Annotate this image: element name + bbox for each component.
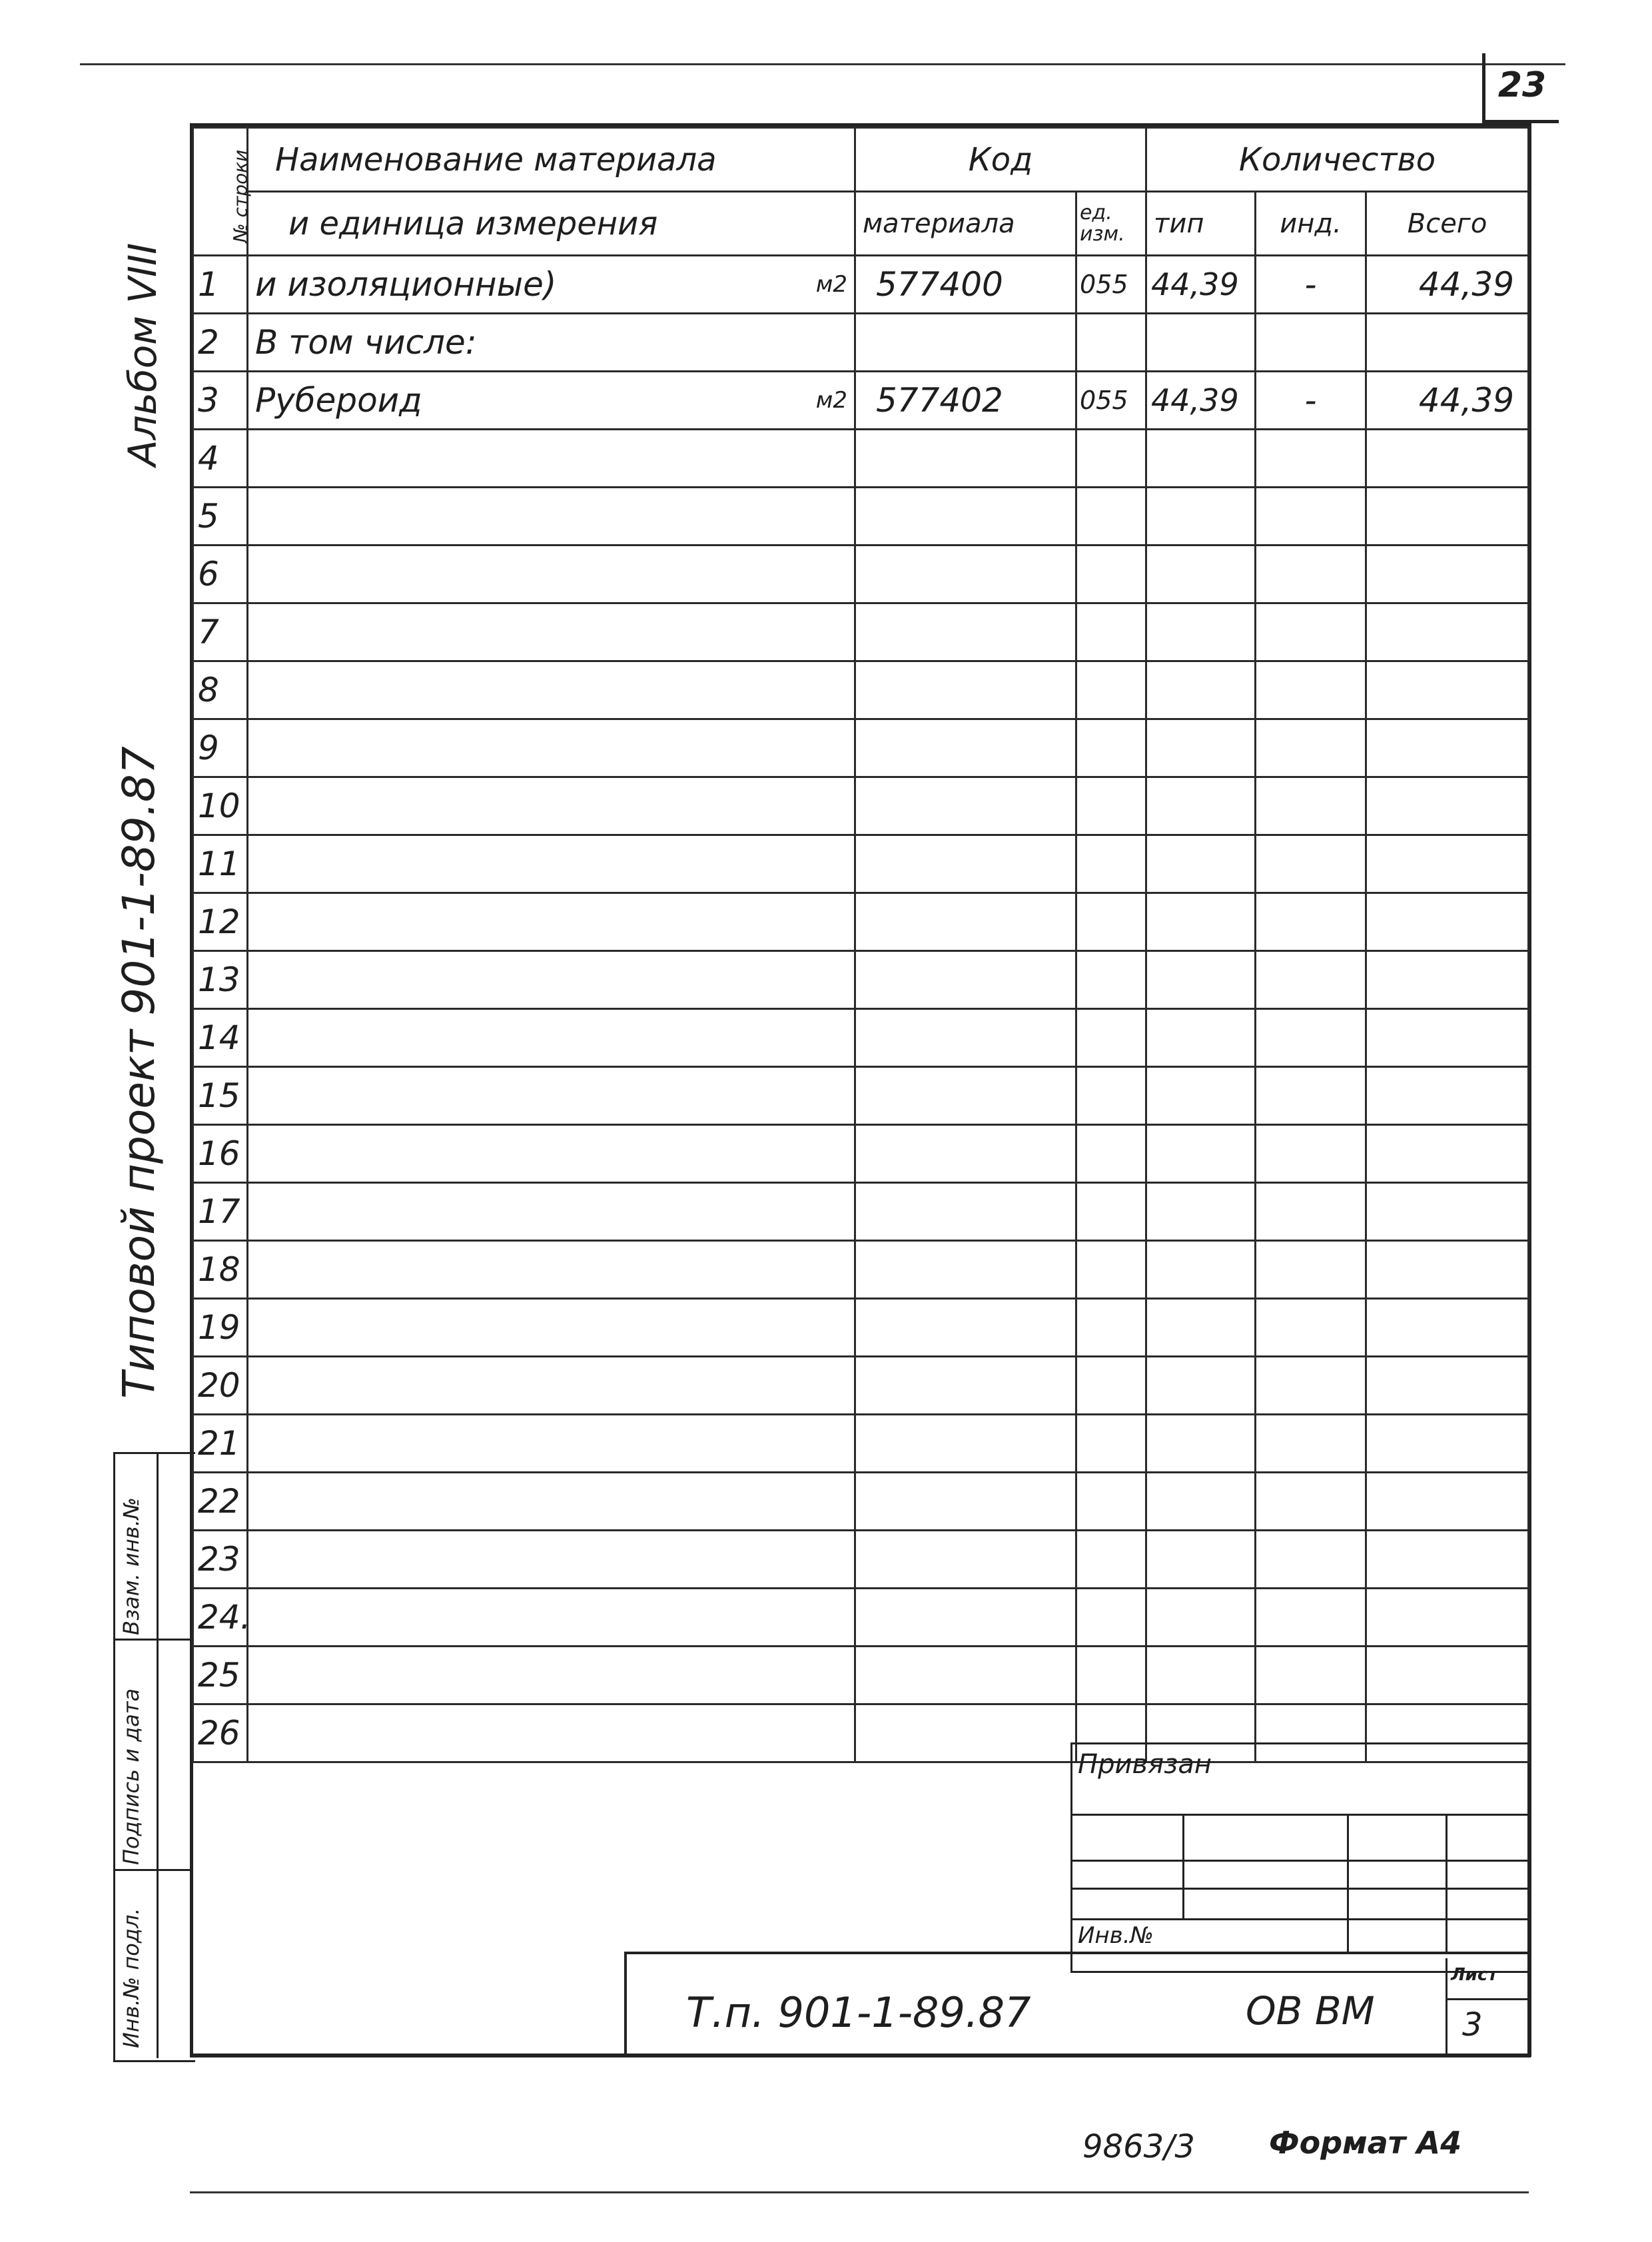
table-row — [193, 1125, 1529, 1183]
sheet-top-edge — [80, 63, 1565, 65]
row-number: 16 — [193, 1125, 248, 1183]
qty-total — [1366, 1415, 1529, 1473]
binding-inv: Инв.№ — [1078, 1922, 1154, 1949]
album-label: Альбом VIII — [120, 242, 165, 466]
binding-line — [1070, 1888, 1527, 1890]
qty-ind — [1256, 603, 1366, 661]
unit-code — [1076, 314, 1146, 372]
material-name-cell — [248, 546, 855, 603]
material-name-cell — [248, 372, 855, 430]
table-row — [193, 1531, 1529, 1589]
qty-type — [1146, 1473, 1256, 1531]
qty-type — [1146, 603, 1256, 661]
material-unit: м2 — [815, 387, 847, 414]
qty-ind — [1256, 1647, 1366, 1704]
row-number: 26 — [193, 1704, 248, 1762]
row-number: 13 — [193, 951, 248, 1009]
material-code — [855, 1589, 1076, 1647]
margin-stamp-divider — [157, 1452, 159, 2058]
qty-type — [1146, 1125, 1256, 1183]
title-block-sheet-line — [1446, 1998, 1527, 2000]
table-row — [193, 1357, 1529, 1415]
qty-total — [1366, 488, 1529, 546]
header-name-line1: Наименование материала — [248, 128, 855, 192]
material-code — [855, 1473, 1076, 1531]
material-name-cell — [248, 893, 855, 951]
material-name-cell — [248, 1357, 855, 1415]
row-number: 22 — [193, 1473, 248, 1531]
qty-ind — [1256, 430, 1366, 488]
binding-line — [1070, 1918, 1527, 1920]
qty-total — [1366, 1125, 1529, 1183]
unit-code — [1076, 1589, 1146, 1647]
unit-code — [1076, 661, 1146, 719]
unit-code — [1076, 1357, 1146, 1415]
qty-ind — [1256, 1299, 1366, 1357]
qty-type — [1146, 1299, 1256, 1357]
row-number: 17 — [193, 1183, 248, 1241]
material-code — [855, 1183, 1076, 1241]
row-number: 5 — [193, 488, 248, 546]
qty-total — [1366, 1067, 1529, 1125]
qty-ind: - — [1256, 372, 1366, 430]
material-code — [855, 430, 1076, 488]
row-number: 7 — [193, 603, 248, 661]
material-name-cell — [248, 314, 855, 372]
qty-total — [1366, 314, 1529, 372]
stamp-sign-date: Подпись и дата — [119, 1688, 144, 1865]
table-row — [193, 951, 1529, 1009]
row-number: 10 — [193, 777, 248, 835]
qty-ind — [1256, 1531, 1366, 1589]
unit-code — [1076, 1067, 1146, 1125]
qty-ind — [1256, 1067, 1366, 1125]
material-name-cell — [248, 951, 855, 1009]
qty-total: 44,39 — [1366, 372, 1529, 430]
header-row-number: № строки — [193, 128, 248, 256]
header-qty-type: тип — [1146, 192, 1256, 256]
qty-ind — [1256, 835, 1366, 893]
table-row — [193, 719, 1529, 777]
qty-total — [1366, 1473, 1529, 1531]
order-number: 9863/3 — [1082, 2128, 1195, 2165]
unit-code — [1076, 1125, 1146, 1183]
material-name: В том числе: — [255, 323, 477, 362]
table-header-row-2 — [193, 192, 1529, 256]
material-name-cell — [248, 661, 855, 719]
qty-type — [1146, 488, 1256, 546]
table-header-row-1 — [193, 128, 1529, 192]
unit-code: 055 — [1076, 372, 1146, 430]
qty-ind — [1256, 1589, 1366, 1647]
header-quantity: Количество — [1146, 128, 1529, 192]
qty-ind — [1256, 893, 1366, 951]
table-body — [193, 256, 1529, 1762]
qty-type — [1146, 1009, 1256, 1067]
table-row — [193, 1183, 1529, 1241]
row-number: 3 — [193, 372, 248, 430]
unit-code — [1076, 1531, 1146, 1589]
table-row — [193, 546, 1529, 603]
unit-code — [1076, 1241, 1146, 1299]
table-row — [193, 488, 1529, 546]
unit-code — [1076, 835, 1146, 893]
table-row — [193, 1067, 1529, 1125]
binding-line — [1070, 1814, 1527, 1816]
unit-code — [1076, 603, 1146, 661]
qty-total — [1366, 719, 1529, 777]
material-code — [855, 1357, 1076, 1415]
unit-code — [1076, 951, 1146, 1009]
binding-line — [1070, 1860, 1527, 1862]
qty-total — [1366, 1589, 1529, 1647]
qty-type — [1146, 1647, 1256, 1704]
qty-total — [1366, 1299, 1529, 1357]
qty-type — [1146, 1589, 1256, 1647]
sheet-bottom-edge — [190, 2191, 1529, 2193]
qty-ind — [1256, 1009, 1366, 1067]
unit-code — [1076, 893, 1146, 951]
binding-divider — [1182, 1814, 1184, 1918]
unit-code — [1076, 1299, 1146, 1357]
qty-type: 44,39 — [1146, 256, 1256, 314]
header-qty-ind: инд. — [1256, 192, 1366, 256]
material-code — [855, 603, 1076, 661]
qty-total — [1366, 661, 1529, 719]
qty-total — [1366, 546, 1529, 603]
material-name: и изоляционные) — [255, 265, 557, 304]
table-row — [193, 835, 1529, 893]
material-name-cell — [248, 256, 855, 314]
qty-ind — [1256, 1183, 1366, 1241]
material-code — [855, 1009, 1076, 1067]
qty-total — [1366, 1647, 1529, 1704]
qty-ind — [1256, 1241, 1366, 1299]
qty-type — [1146, 1357, 1256, 1415]
binding-divider — [1347, 1814, 1349, 1952]
table-row — [193, 1009, 1529, 1067]
qty-total — [1366, 835, 1529, 893]
material-code — [855, 1125, 1076, 1183]
table-row — [193, 1415, 1529, 1473]
material-name-cell — [248, 603, 855, 661]
row-number: 6 — [193, 546, 248, 603]
material-code — [855, 719, 1076, 777]
material-code — [855, 893, 1076, 951]
material-name-cell — [248, 1704, 855, 1762]
qty-type — [1146, 951, 1256, 1009]
material-name-cell — [248, 1473, 855, 1531]
row-number: 2 — [193, 314, 248, 372]
material-name-cell — [248, 1531, 855, 1589]
material-code — [855, 1299, 1076, 1357]
document-designation: Т.п. 901-1-89.87 — [686, 1988, 1031, 2037]
header-unit-code: ед. изм. — [1076, 192, 1146, 256]
qty-type — [1146, 835, 1256, 893]
qty-type: 44,39 — [1146, 372, 1256, 430]
qty-total — [1366, 1183, 1529, 1241]
row-number: 25 — [193, 1647, 248, 1704]
material-code: 577402 — [855, 372, 1076, 430]
material-code — [855, 1067, 1076, 1125]
qty-ind — [1256, 951, 1366, 1009]
qty-type — [1146, 1183, 1256, 1241]
unit-code — [1076, 488, 1146, 546]
qty-type — [1146, 1067, 1256, 1125]
qty-total — [1366, 430, 1529, 488]
qty-type — [1146, 430, 1256, 488]
material-name-cell — [248, 1125, 855, 1183]
project-label: Типовой проект 901-1-89.87 — [113, 746, 165, 1399]
row-number: 24. — [193, 1589, 248, 1647]
material-code — [855, 1241, 1076, 1299]
qty-ind — [1256, 546, 1366, 603]
material-name-cell — [248, 1415, 855, 1473]
qty-total — [1366, 777, 1529, 835]
qty-total — [1366, 893, 1529, 951]
qty-ind — [1256, 1473, 1366, 1531]
table-row — [193, 256, 1529, 314]
materials-table — [192, 127, 1529, 1763]
qty-ind — [1256, 314, 1366, 372]
header-code: Код — [855, 128, 1146, 192]
material-code — [855, 1415, 1076, 1473]
unit-code — [1076, 719, 1146, 777]
qty-ind — [1256, 719, 1366, 777]
table-row — [193, 603, 1529, 661]
table-row — [193, 430, 1529, 488]
unit-code: 055 — [1076, 256, 1146, 314]
row-number: 14 — [193, 1009, 248, 1067]
binding-title: Привязан — [1078, 1749, 1212, 1780]
qty-total: 44,39 — [1366, 256, 1529, 314]
material-name-cell — [248, 1589, 855, 1647]
material-name-cell — [248, 835, 855, 893]
title-block-divider — [1446, 1958, 1447, 2054]
table-row — [193, 661, 1529, 719]
row-number: 1 — [193, 256, 248, 314]
qty-ind — [1256, 1125, 1366, 1183]
row-number: 12 — [193, 893, 248, 951]
qty-ind — [1256, 488, 1366, 546]
qty-total — [1366, 951, 1529, 1009]
qty-type — [1146, 893, 1256, 951]
row-number: 15 — [193, 1067, 248, 1125]
stamp-inv-original: Инв.№ подл. — [119, 1908, 144, 2048]
unit-code — [1076, 1415, 1146, 1473]
table-row — [193, 372, 1529, 430]
sheet-value: 3 — [1462, 2006, 1483, 2044]
material-code — [855, 546, 1076, 603]
qty-ind — [1256, 1357, 1366, 1415]
qty-type — [1146, 314, 1256, 372]
material-name-cell — [248, 1647, 855, 1704]
unit-code — [1076, 777, 1146, 835]
row-number: 20 — [193, 1357, 248, 1415]
qty-total — [1366, 1531, 1529, 1589]
row-number: 4 — [193, 430, 248, 488]
material-name-cell — [248, 1299, 855, 1357]
material-name-cell — [248, 1241, 855, 1299]
table-row — [193, 893, 1529, 951]
material-code — [855, 835, 1076, 893]
table-row — [193, 1473, 1529, 1531]
qty-ind: - — [1256, 256, 1366, 314]
qty-ind — [1256, 661, 1366, 719]
qty-type — [1146, 1241, 1256, 1299]
qty-type — [1146, 661, 1256, 719]
table-row — [193, 314, 1529, 372]
material-name-cell — [248, 777, 855, 835]
page-number: 23 — [1497, 65, 1547, 105]
material-code — [855, 1531, 1076, 1589]
qty-type — [1146, 719, 1256, 777]
table-row — [193, 1647, 1529, 1704]
material-name-cell — [248, 1183, 855, 1241]
row-number: 21 — [193, 1415, 248, 1473]
material-name-cell — [248, 430, 855, 488]
material-name-cell — [248, 719, 855, 777]
row-number: 19 — [193, 1299, 248, 1357]
material-code — [855, 661, 1076, 719]
material-name-cell — [248, 1009, 855, 1067]
row-number: 9 — [193, 719, 248, 777]
binding-divider — [1446, 1814, 1447, 1952]
qty-total — [1366, 1357, 1529, 1415]
header-name-line2: и единица измерения — [248, 192, 855, 256]
unit-code — [1076, 1183, 1146, 1241]
material-unit: м2 — [815, 271, 847, 298]
stamp-inv-replace: Взам. инв.№ — [119, 1497, 144, 1635]
table-row — [193, 1241, 1529, 1299]
qty-total — [1366, 603, 1529, 661]
unit-code — [1076, 1473, 1146, 1531]
table-row — [193, 777, 1529, 835]
qty-ind — [1256, 1415, 1366, 1473]
table-row — [193, 1299, 1529, 1357]
row-number: 11 — [193, 835, 248, 893]
qty-type — [1146, 777, 1256, 835]
unit-code — [1076, 1647, 1146, 1704]
material-code — [855, 1647, 1076, 1704]
unit-code — [1076, 1009, 1146, 1067]
qty-total — [1366, 1009, 1529, 1067]
unit-code — [1076, 546, 1146, 603]
material-code — [855, 314, 1076, 372]
qty-type — [1146, 546, 1256, 603]
qty-total — [1366, 1241, 1529, 1299]
qty-type — [1146, 1415, 1256, 1473]
margin-stamp-line — [113, 1869, 193, 1871]
row-number: 23 — [193, 1531, 248, 1589]
table-row — [193, 1589, 1529, 1647]
material-code — [855, 1704, 1076, 1762]
format-label: Формат А4 — [1269, 2125, 1462, 2161]
header-code-material: материала — [855, 192, 1076, 256]
material-name-cell — [248, 1067, 855, 1125]
sheet-label: Лист — [1451, 1965, 1498, 1985]
material-code: 577400 — [855, 256, 1076, 314]
unit-code — [1076, 430, 1146, 488]
material-code — [855, 951, 1076, 1009]
header-qty-total: Всего — [1366, 192, 1529, 256]
material-code — [855, 777, 1076, 835]
row-number: 18 — [193, 1241, 248, 1299]
material-name-cell — [248, 488, 855, 546]
margin-stamp-line — [113, 1639, 193, 1641]
material-code — [855, 488, 1076, 546]
document-code: ОВ ВМ — [1246, 1988, 1375, 2034]
material-name: Рубероид — [255, 381, 422, 420]
qty-type — [1146, 1531, 1256, 1589]
qty-ind — [1256, 777, 1366, 835]
row-number: 8 — [193, 661, 248, 719]
